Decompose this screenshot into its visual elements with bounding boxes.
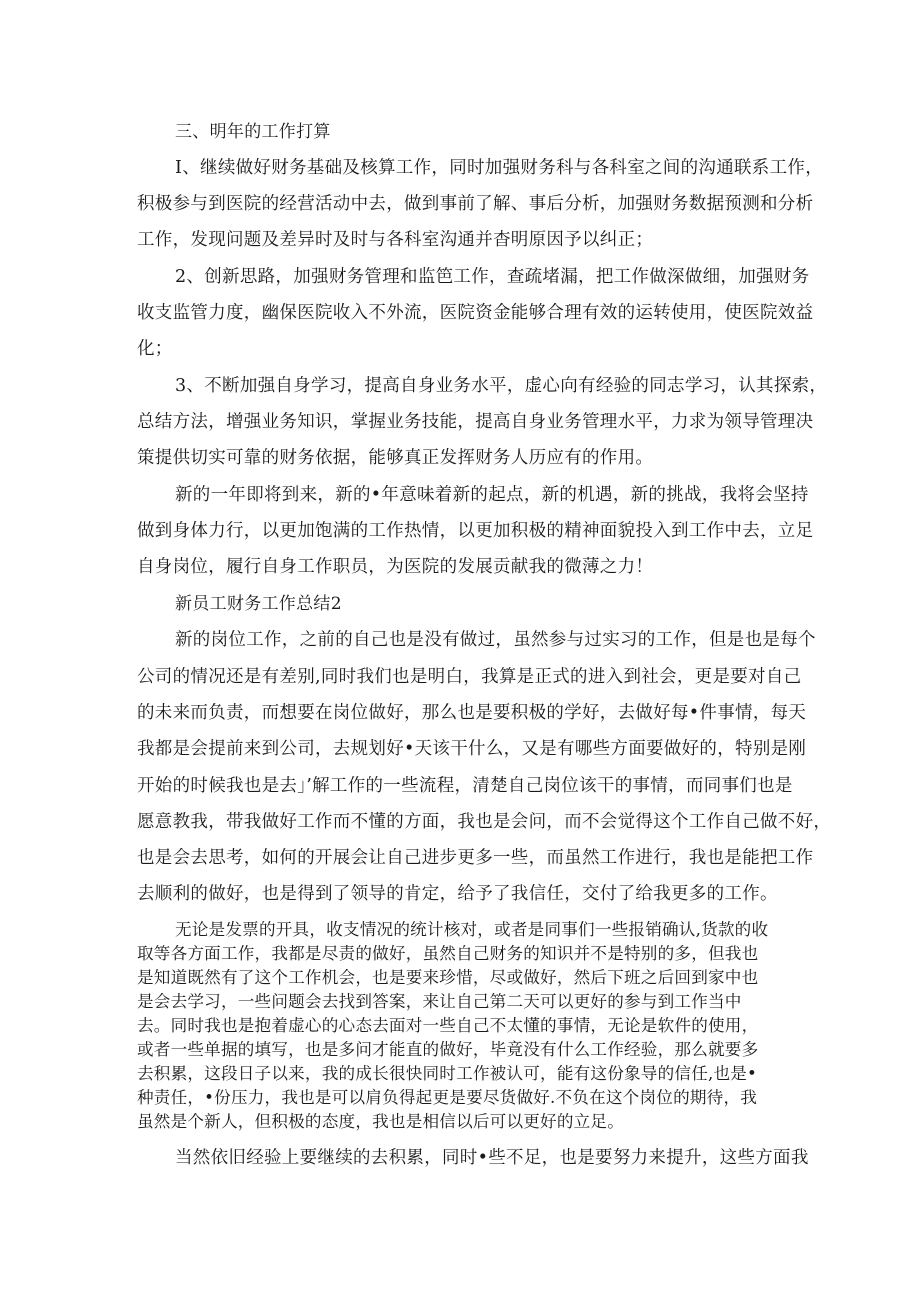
item2-line-1: 2、创新思路，加强财务管理和监笆工作，查疏堵漏，把工作做深做细，加强财务: [175, 267, 810, 287]
para-b-line-8: 种责任，•份压力，我也是可以肩负得起更是要尽货做好.不负在这个岗位的期待，我: [137, 1088, 758, 1107]
item3-line-1: 3、不断加强自身学习，提高自身业务水平，虚心向有经验的同志学习，认其探索，: [175, 376, 828, 396]
para-a-line-3: 的未来而负责，而想要在岗位做好，那么也是要积极的学好，去做好每•件事情，每天: [137, 703, 807, 723]
para-a-line-7: 也是会去思考，如何的开展会让自己进步更多一些，而虽然工作进行，我也是能把工作: [137, 848, 814, 868]
summary-title: 新员工财务工作总结2: [175, 594, 342, 614]
para-a-line-5: 开始的时候我也是去」’解工作的一些流程，清楚自己岗位该干的事情，而同事们也是: [137, 776, 793, 796]
para-b-line-3: 是知道既然有了这个工作机会，也是要来珍惜，尽或做好，然后下班之后回到家中也: [137, 968, 759, 987]
para-b-line-2: 取等各方面工作，我都是尽责的做好，虽然自己财务的知识并不是特别的多，但我也: [137, 944, 759, 963]
para-a-line-4: 我都是会提前来到公司，去规划好•天该干什么，又是有哪些方面要做好的，特别是刚: [137, 739, 807, 759]
para-a-line-6: 愿意教我，带我做好工作而不懂的方面，我也是会问，而不会觉得这个工作自己做不好，: [137, 812, 832, 832]
para-b-line-9: 虽然是个新人，但积极的态度，我也是相信以后可以更好的立足。: [137, 1112, 625, 1131]
para-a-line-1: 新的岗位工作，之前的自己也是没有做过，虽然参与过实习的工作，但是也是每个: [175, 630, 816, 650]
para-b-line-6: 或者一些单据的填写，也是多问才能直的做好，毕竟没有什么工作经验，那么就要多: [137, 1040, 759, 1059]
item1-line-3: 工作，发现问题及差异时及时与各科室沟通并杳明原因予以纠正；: [137, 230, 654, 250]
para-b-line-5: 去。同时我也是抱着虚心的心态去面对一些自己不太懂的事情，无论是软件的使用，: [137, 1016, 759, 1035]
item3-line-3: 策提供切实可靠的财务依据，能够真正发挥财务人历应有的作用。: [137, 448, 654, 468]
para-b-line-1: 无论是发票的开具，收支情况的统计核对，或者是同事们一些报销确认,货款的收: [175, 920, 769, 939]
item1-line-2: 积极参与到医院的经营活动中去，做到事前了解、事后分析，加强财务数据预测和分析: [137, 194, 814, 214]
closing-line-1: 新的一年即将到来，新的•年意味着新的起点，新的机遇，新的挑战，我将会坚持: [175, 485, 809, 505]
item3-line-2: 总结方法，增强业务知识，掌握业务技能，提高自身业务管理水平，力求为领导管理决: [137, 412, 814, 432]
para-b-line-7: 去积累，这段日子以来，我的成长很快同时工作被认可，能有这份象导的信任,也是•: [137, 1064, 758, 1083]
para-a-line-2: 公司的情况还是有差别,同时我们也是明白，我算是正式的进入到社会，更是要对自己: [137, 667, 802, 687]
closing-line-3: 自身岗位，履行自身工作职员，为医院的发展贡献我的微薄之力！: [137, 557, 654, 577]
item1-line-1: I、继续做好财务基础及核算工作，同时加强财务科与各科室之间的沟通联系工作，: [175, 158, 824, 178]
closing-line-2: 做到身体力行，以更加饱满的工作热情，以更加积极的精神面貌投入到工作中去，立足: [137, 521, 814, 541]
item2-line-3: 化；: [137, 339, 173, 359]
para-a-line-8: 去顺利的做好，也是得到了领导的肯定，给予了我信任，交付了给我更多的工作。: [137, 884, 778, 904]
item2-line-2: 收支监管力度，幽保医院收入不外流，医院资金能够合理有效的运转使用，使医院效益: [137, 303, 814, 323]
para-b-line-4: 是会去学习，一些问题会去找到答案，来让自己第二天可以更好的参与到工作当中: [137, 992, 742, 1011]
section-heading-plan: 三、明年的工作打算: [175, 122, 331, 142]
para-c-line-1: 当然依旧经验上要继续的去积累，同时•些不足，也是要努力来提升，这些方面我: [175, 1148, 809, 1168]
